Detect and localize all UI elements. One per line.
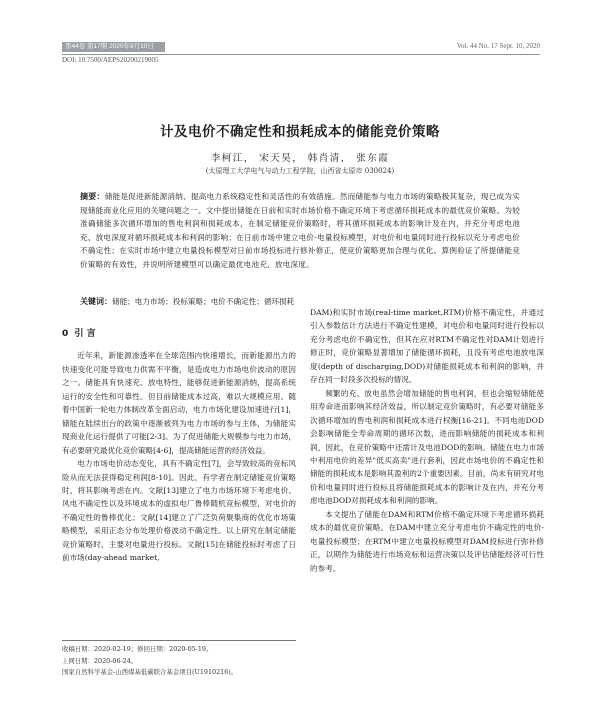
section-number: 0 <box>62 329 69 339</box>
header-rule <box>62 54 540 55</box>
doi: DOI: 10.7500/AEPS20200219005 <box>62 56 159 64</box>
footnote <box>62 640 296 679</box>
left-column <box>62 322 296 565</box>
footnote-received: 收稿日期：2020-02-19；修回日期：2020-05-19。 <box>62 645 213 653</box>
section-heading <box>62 328 296 341</box>
abstract <box>80 190 520 272</box>
footnote-fund: 国家自然科学基金-山西煤基低碳联合基金项目(U1910216)。 <box>62 668 238 676</box>
paragraph-intro-3: 频繁的充、放电虽然会增加储能的售电利润，但也会缩短储能使用寿命进而影响其经济效益，所以制定竞价策略时，有必要对储能多次循环增加的售电利润和损耗成本进行权衡[16-21]。不同电池DOD会影响储能全寿命周期的循环次数，进而影响储能的损耗成本和利润，因此，在竞价策略中还需计及电池DOD的影响。储能在电力市场中利用电价的差异"低买高卖"进行套利，因此市场电价的不确定性和储能的损耗成本是影响其盈利的2个重要因素。目前，尚未有研究对电价和电量同时进行投标且将储能损耗成本的影响计及在内，并充分考虑电池DOD对损耗成本和利润的影响。 <box>310 388 544 506</box>
right-column <box>310 306 544 575</box>
abstract-text: 储能是促进新能源消纳、提高电力系统稳定性和灵活性的有效措施。然而储能参与电力市场的策略极其复杂，现已成为实现储能商业化应用的关键问题之一。文中提出储能在日前和实时市场价格不确定环境下考虑循环损耗成本的最优竞价策略。为较准确储能多次循环增加的售电利润和损耗成本，在制定储能竞价策略时，将其循环损耗成本的影响计及在内，并充分考虑电池充、放电深度对循环损耗成本和利润的影响；在日前市场中建立电价-电量投标模型，对电价和电量同时进行投标以充分考虑电价不确定性；在实时市场中建立电量投标模型对日前市场投标进行修补修正，使竞价策略更加合理与优化。算例验证了所提储能竞价策略的有效性，并说明所建模型可以确定最优电池充、放电深度。 <box>80 192 520 269</box>
keywords-label: 关键词： <box>80 297 112 306</box>
authors: 李柯江， 宋天昊， 韩肖清， 张东霞 <box>210 153 390 164</box>
footnote-online: 上网日期：2020-06-24。 <box>62 656 138 665</box>
paper-title: 计及电价不确定性和损耗成本的储能竞价策略 <box>160 124 440 140</box>
paragraph-intro-2-cont: DAM)和实时市场(real-time market,RTM)价格不确定性，并通过引入参数估计方法进行不确定性建模，对电价和电量同时进行投标以充分考虑电价不确定性，但其在应对RTM不确定性对DAM计划进行修正时，竞价策略显著增加了储能循环损耗，且没有考虑电池放电深度(depth of discharging,DOD)对储能损耗成本和利润的影响，并存在同一时段多次投标的情况。 <box>310 308 544 385</box>
paragraph-intro-2: 电力市场电价动态变化，具有不确定性[7]，会导致较高的竞标风险从而无法获得稳定利润[8-10]。因此，有学者在制定储能竞价策略时，将其影响考虑在内。文献[13]建立了电力市场环境下考虑电价、风电不确定性以及环境成本的虚拟电厂鲁棒随机竞标模型，对电价的不确定性的鲁棒优化；文献[14]建立了广泛负荷聚集商的优化市场策略模型，采用正态分布处理价格波动不确定性。以上研究在制定储能竞价策略时，主要对电量进行投标。文献[15]在储能投标时考虑了日前市场(day-ahead market, <box>62 459 296 563</box>
abstract-label: 摘要： <box>80 192 105 201</box>
keywords-text: 储能；电力市场；投标策略；电价不确定性；循环损耗 <box>112 297 295 306</box>
journal-issue-english: Vol. 44 No. 17 Sept. 10, 2020 <box>456 42 540 50</box>
paragraph-intro-4: 本文提出了储能在DAM和RTM价格不确定环境下考虑循环损耗成本的最优竞价策略。在DAM中建立充分考虑电价不确定性的电价-电量投标模型；在RTM中建立电量投标模型对DAM投标进行弥补修正，以期作为储能进行市场竞标和运营决策以及评估储能经济可行性的参考。 <box>310 509 544 573</box>
affiliation: (太原理工大学电气与动力工程学院，山西省太原市 030024) <box>205 167 395 175</box>
journal-issue-label: 第44卷 第17期 2020年9月10日 <box>62 42 165 52</box>
section-title: 引 言 <box>74 329 96 339</box>
paragraph-intro-1: 近年来，新能源渗透率在全球范围内快速增长，而新能源出力的快速变化可能导致电力供需不平衡，是造成电力市场电价波动的原因之一。储能具有快速充、放电特性，能够促进新能源消纳，提高系统运行的安全性和可靠性。但目前储能成本过高，难以大规模应用。随着中国新一轮电力体制改革全面启动，电力市场化建设加速进行[1]，储能在陆续出台的政策中逐渐被列为电力市场的参与主体，为储能实现商业化运行提供了可能[2-3]。为了促进储能大规模参与电力市场，有必要研究最优化竞价策略[4-6]，提高储能运营的经济效益。 <box>62 351 296 455</box>
